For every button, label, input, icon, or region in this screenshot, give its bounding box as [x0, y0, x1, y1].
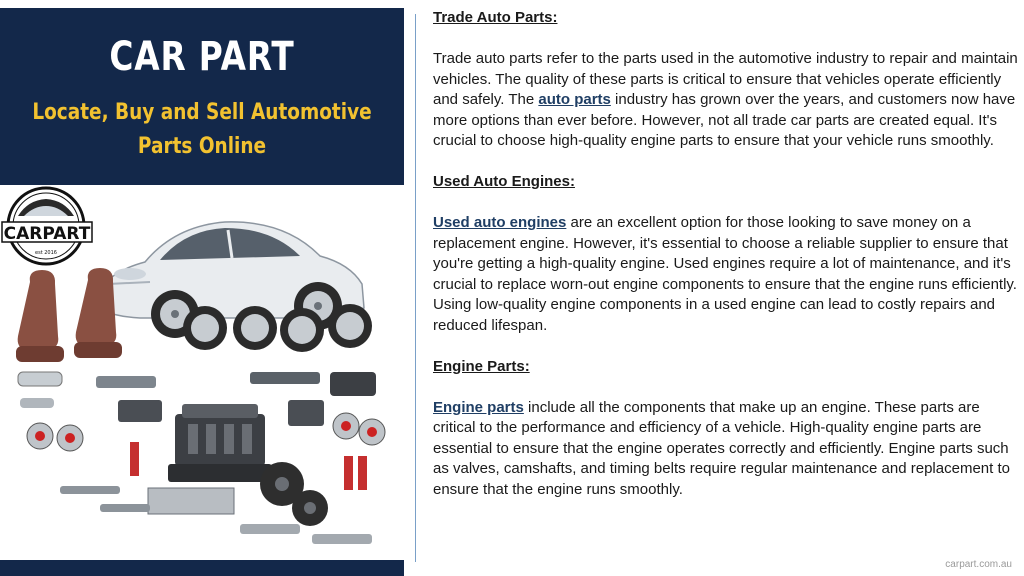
heading-trade-auto-parts: Trade Auto Parts: — [433, 9, 558, 26]
left-panel — [0, 0, 404, 576]
car — [95, 222, 364, 338]
car-parts-illustration — [0, 186, 404, 558]
car-seats — [16, 268, 122, 362]
paragraph-text: industry has grown over the years, and customers now have more options than ever before. However, not all trade car parts are created equal. It's crucial to choose high-quality engine parts to ensure that your vehicle runs smoothly. — [433, 91, 1016, 149]
banner-subtitle — [32, 96, 371, 164]
carpart-logo — [2, 188, 92, 264]
footer-site: carpart.com.au — [945, 559, 1012, 570]
banner-subtitle-line1: Locate, Buy and Sell Automotive — [32, 100, 372, 125]
engine — [168, 404, 272, 482]
logo-tagline: est 2016 — [35, 250, 57, 256]
paragraph-used-auto-engines — [433, 213, 1021, 336]
radiator — [148, 488, 234, 514]
link-used-auto-engines[interactable]: Used auto engines — [433, 214, 567, 231]
link-auto-parts[interactable]: auto parts — [538, 91, 611, 108]
paragraph-text: Trade auto parts refer to the parts used in the automotive industry to repair and maintain vehicles. The quality of these parts is critical to ensure that vehicles operate efficiently and safely. The — [433, 50, 1018, 108]
cooling-fans — [260, 462, 328, 526]
article — [433, 8, 1021, 500]
paragraph-text: include all the components that make up an engine. These parts are critical to the performance and efficiency of a vehicle. High-quality engine parts are essential to ensure that the engine operates correctly and efficiently. Engine parts such as valves, camshafts, and timing belts require regular maintenance and replacement to ensure that the engine runs smoothly. — [433, 398, 1010, 498]
paragraph-engine-parts — [433, 398, 1021, 501]
heading-engine-parts: Engine Parts: — [433, 357, 530, 375]
heading-used-auto-engines: Used Auto Engines: — [433, 173, 575, 190]
link-engine-parts[interactable]: Engine parts — [433, 398, 524, 416]
paragraph-text: are an excellent option for those looking to save money on a replacement engine. However, it's essential to choose a reliable supplier to ensure that you're getting a high-quality engine. Used engines require a lot of maintenance, and it's crucial to replace worn-out engine components to ensure that the engine runs efficiently. Using low-quality engine components in a used engine can lead to costly repairs and reduced lifespan. — [433, 214, 1017, 334]
title-banner — [0, 8, 404, 185]
vertical-divider — [415, 14, 416, 562]
logo-text: CARPART — [3, 224, 91, 244]
banner-subtitle-line2: Parts Online — [137, 134, 267, 159]
banner-title: CAR PART — [109, 34, 295, 80]
paragraph-trade-auto-parts — [433, 49, 1021, 152]
bottom-strip — [0, 560, 404, 576]
